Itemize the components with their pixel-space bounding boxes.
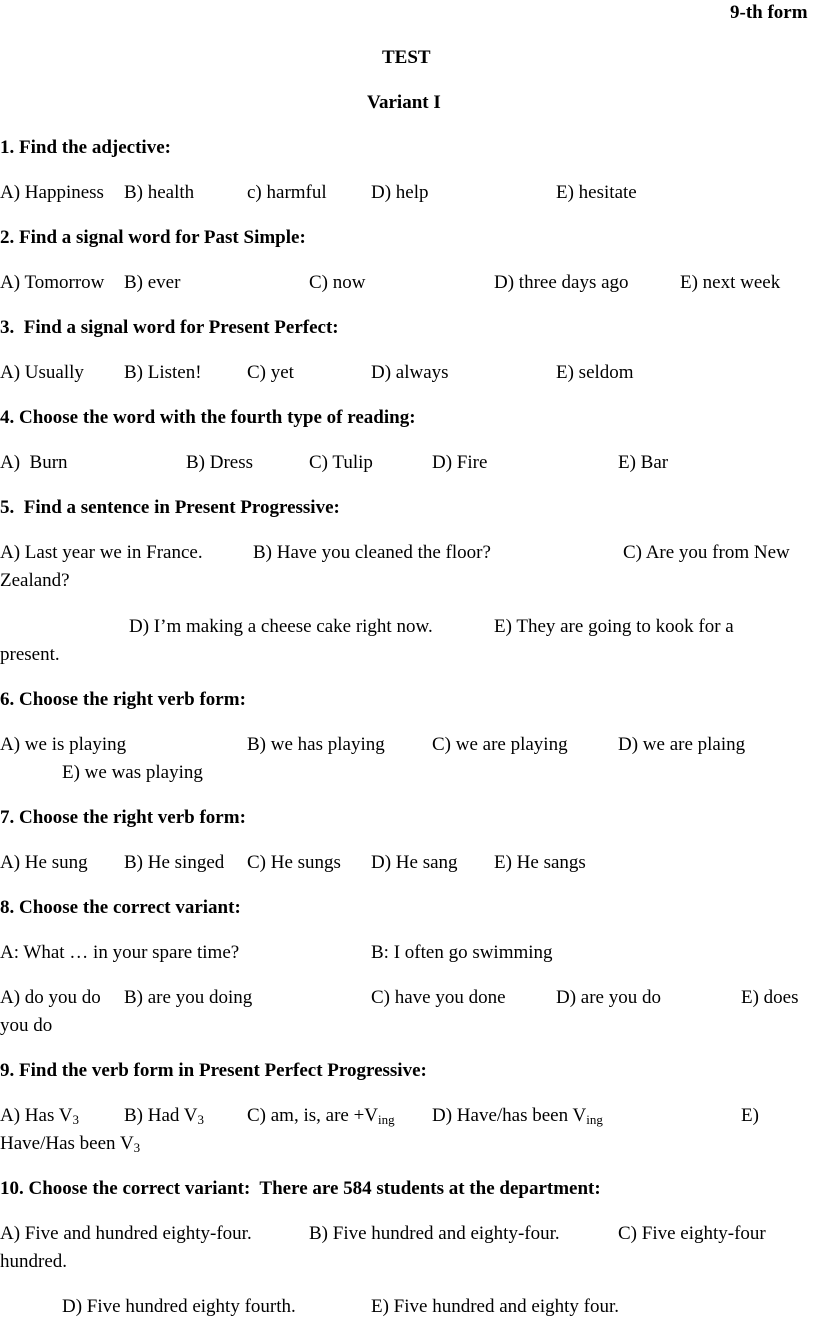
- q4-option-e: E) Bar: [618, 452, 669, 473]
- q5-option-c: C) Are you from New: [623, 542, 790, 563]
- q8-option-c: C) have you done: [371, 987, 506, 1008]
- q10-option-a: A) Five and hundred eighty-four.: [0, 1223, 252, 1244]
- q7-option-d: D) He sang: [371, 852, 458, 873]
- q5-option-b: B) Have you cleaned the floor?: [253, 542, 491, 563]
- q9-option-c-text: C) am, is, are +V: [247, 1105, 379, 1126]
- question-4: 4. Choose the word with the fourth type of reading:: [0, 407, 416, 428]
- question-5: 5. Find a sentence in Present Progressive:: [0, 497, 340, 518]
- question-6: 6. Choose the right verb form:: [0, 689, 246, 710]
- q5-option-c-cont: Zealand?: [0, 570, 70, 591]
- q9-option-e-cont: [0, 1133, 140, 1155]
- q10-option-c-cont: hundred.: [0, 1251, 68, 1272]
- form-label: 9-th form: [730, 2, 808, 23]
- question-3: 3. Find a signal word for Present Perfect:: [0, 317, 339, 338]
- q9-option-a-text: A) Has V: [0, 1105, 73, 1126]
- q1-option-e: E) hesitate: [556, 182, 637, 203]
- q9-option-d-sub: ing: [586, 1112, 603, 1127]
- q3-option-a: A) Usually: [0, 362, 84, 383]
- q2-option-a: A) Tomorrow: [0, 272, 105, 293]
- q9-option-e-text: Have/Has been V: [0, 1133, 134, 1154]
- q2-option-b: B) ever: [124, 272, 181, 293]
- q9-option-d-text: D) Have/has been V: [432, 1105, 587, 1126]
- q8-dialog-b: B: I often go swimming: [371, 942, 553, 963]
- q8-option-e: E) does: [741, 987, 799, 1008]
- q7-option-e: E) He sangs: [494, 852, 586, 873]
- question-10: 10. Choose the correct variant: There are 584 students at the department:: [0, 1178, 601, 1199]
- q4-option-d: D) Fire: [432, 452, 488, 473]
- q8-option-a: A) do you do: [0, 987, 101, 1008]
- q8-option-b: B) are you doing: [124, 987, 253, 1008]
- q3-option-c: C) yet: [247, 362, 294, 383]
- q6-option-c: C) we are playing: [432, 734, 568, 755]
- q1-option-a: A) Happiness: [0, 182, 104, 203]
- q1-option-d: D) help: [371, 182, 429, 203]
- q10-option-d: D) Five hundred eighty fourth.: [62, 1296, 296, 1317]
- q8-option-d: D) are you do: [556, 987, 661, 1008]
- question-7: 7. Choose the right verb form:: [0, 807, 246, 828]
- q1-option-b: B) health: [124, 182, 195, 203]
- q7-option-a: A) He sung: [0, 852, 88, 873]
- q3-option-d: D) always: [371, 362, 449, 383]
- q6-option-e: E) we was playing: [62, 762, 203, 783]
- q4-option-b: B) Dress: [186, 452, 254, 473]
- variant-title: Variant I: [367, 92, 441, 113]
- q9-option-c-sub: ing: [378, 1112, 395, 1127]
- q5-option-d: D) I’m making a cheese cake right now.: [129, 616, 433, 637]
- q9-option-b-text: B) Had V: [124, 1105, 198, 1126]
- q2-option-c: C) now: [309, 272, 366, 293]
- q10-option-e: E) Five hundred and eighty four.: [371, 1296, 620, 1317]
- q10-option-c: C) Five eighty-four: [618, 1223, 766, 1244]
- q1-option-c: c) harmful: [247, 182, 327, 203]
- question-2: 2. Find a signal word for Past Simple:: [0, 227, 306, 248]
- q3-option-e: E) seldom: [556, 362, 634, 383]
- q2-option-d: D) three days ago: [494, 272, 629, 293]
- q7-option-c: C) He sungs: [247, 852, 341, 873]
- q6-option-a: A) we is playing: [0, 734, 127, 755]
- q8-option-e-cont: you do: [0, 1015, 53, 1036]
- test-title: TEST: [382, 47, 431, 68]
- q4-option-c: C) Tulip: [309, 452, 373, 473]
- question-9: 9. Find the verb form in Present Perfect Progressive:: [0, 1060, 427, 1081]
- q6-option-b: B) we has playing: [247, 734, 385, 755]
- question-8: 8. Choose the correct variant:: [0, 897, 241, 918]
- q5-option-e: E) They are going to kook for a: [494, 616, 734, 637]
- q4-option-a: A) Burn: [0, 452, 68, 473]
- q9-option-d: [432, 1105, 603, 1127]
- q9-option-a-sub: 3: [72, 1112, 79, 1127]
- q5-option-a: A) Last year we in France.: [0, 542, 203, 563]
- q9-option-a: [0, 1105, 79, 1127]
- q9-option-b: [124, 1105, 204, 1127]
- question-1: 1. Find the adjective:: [0, 137, 171, 158]
- q9-option-c: [247, 1105, 395, 1127]
- q9-option-e: E): [741, 1105, 759, 1126]
- q9-option-e-sub: 3: [133, 1140, 141, 1155]
- q10-option-b: B) Five hundred and eighty-four.: [309, 1223, 560, 1244]
- q9-option-b-sub: 3: [197, 1112, 205, 1127]
- q2-option-e: E) next week: [680, 272, 781, 293]
- q3-option-b: B) Listen!: [124, 362, 202, 383]
- q8-dialog-a: A: What … in your spare time?: [0, 942, 240, 963]
- q6-option-d: D) we are plaing: [618, 734, 746, 755]
- q7-option-b: B) He singed: [124, 852, 225, 873]
- q5-option-e-cont: present.: [0, 644, 60, 665]
